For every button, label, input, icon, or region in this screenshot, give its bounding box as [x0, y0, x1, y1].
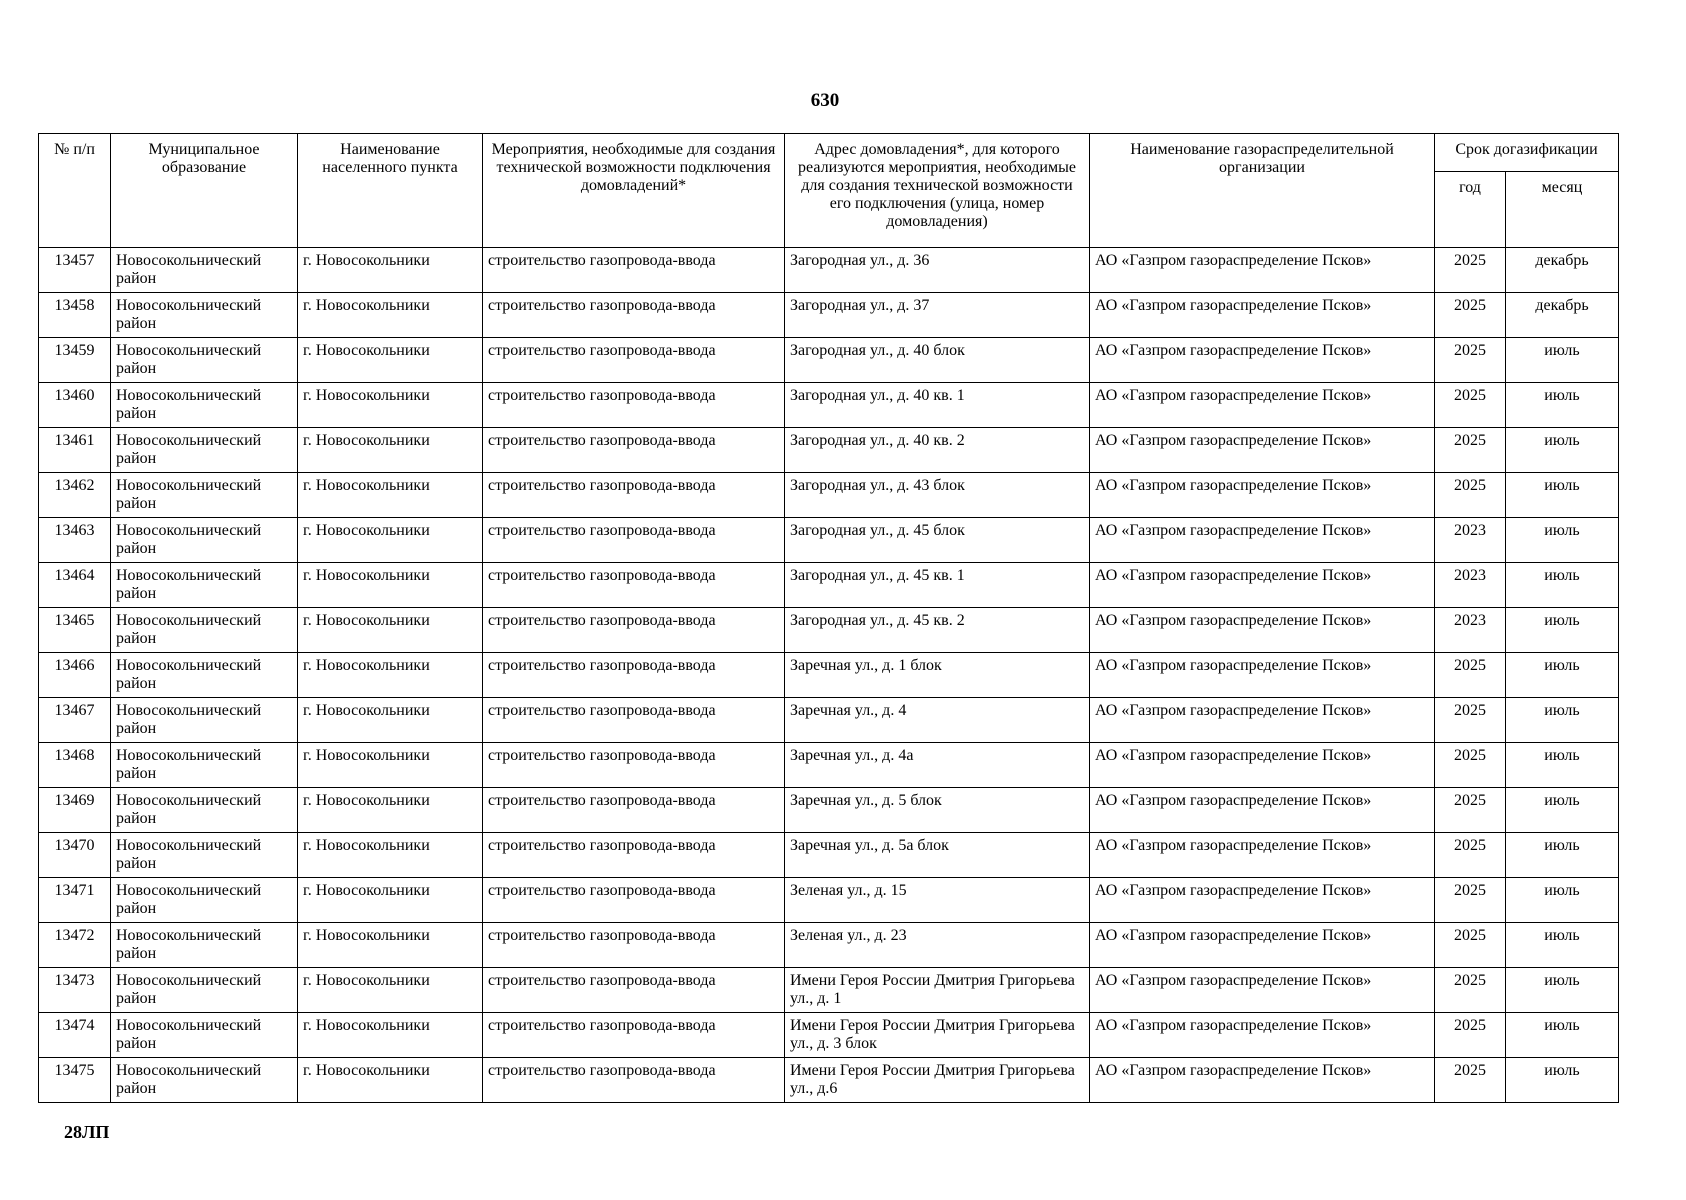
settlement-cell: г. Новосокольники — [298, 338, 483, 383]
settlement-cell: г. Новосокольники — [298, 833, 483, 878]
measure-cell: строительство газопровода-ввода — [483, 743, 785, 788]
year-cell: 2025 — [1435, 383, 1506, 428]
settlement-cell: г. Новосокольники — [298, 563, 483, 608]
table-row — [39, 698, 1619, 743]
municipality-cell: Новосокольнический район — [111, 698, 298, 743]
address-cell: Загородная ул., д. 40 кв. 2 — [785, 428, 1090, 473]
organization-cell: АО «Газпром газораспределение Псков» — [1090, 608, 1435, 653]
municipality-cell: Новосокольнический район — [111, 743, 298, 788]
address-cell: Заречная ул., д. 4а — [785, 743, 1090, 788]
month-cell: июль — [1506, 563, 1619, 608]
settlement-cell: г. Новосокольники — [298, 1058, 483, 1103]
month-cell: июль — [1506, 878, 1619, 923]
measure-cell: строительство газопровода-ввода — [483, 383, 785, 428]
row-number: 13468 — [39, 743, 111, 788]
organization-cell: АО «Газпром газораспределение Псков» — [1090, 743, 1435, 788]
year-cell: 2023 — [1435, 563, 1506, 608]
table-row — [39, 608, 1619, 653]
header-year: год — [1435, 172, 1506, 248]
header-municipality: Муниципальное образование — [111, 134, 298, 248]
row-number: 13470 — [39, 833, 111, 878]
settlement-cell: г. Новосокольники — [298, 923, 483, 968]
month-cell: декабрь — [1506, 293, 1619, 338]
table-row — [39, 338, 1619, 383]
row-number: 13467 — [39, 698, 111, 743]
year-cell: 2023 — [1435, 518, 1506, 563]
measure-cell: строительство газопровода-ввода — [483, 293, 785, 338]
month-cell: июль — [1506, 383, 1619, 428]
organization-cell: АО «Газпром газораспределение Псков» — [1090, 653, 1435, 698]
month-cell: июль — [1506, 338, 1619, 383]
month-cell: июль — [1506, 518, 1619, 563]
organization-cell: АО «Газпром газораспределение Псков» — [1090, 1058, 1435, 1103]
measure-cell: строительство газопровода-ввода — [483, 338, 785, 383]
measure-cell: строительство газопровода-ввода — [483, 518, 785, 563]
address-cell: Загородная ул., д. 45 кв. 1 — [785, 563, 1090, 608]
address-cell: Загородная ул., д. 36 — [785, 248, 1090, 293]
table-row — [39, 653, 1619, 698]
municipality-cell: Новосокольнический район — [111, 788, 298, 833]
header-month: месяц — [1506, 172, 1619, 248]
header-num: № п/п — [39, 134, 111, 248]
measure-cell: строительство газопровода-ввода — [483, 1013, 785, 1058]
table-row — [39, 788, 1619, 833]
settlement-cell: г. Новосокольники — [298, 788, 483, 833]
month-cell: июль — [1506, 788, 1619, 833]
year-cell: 2025 — [1435, 653, 1506, 698]
year-cell: 2025 — [1435, 1013, 1506, 1058]
address-cell: Загородная ул., д. 45 блок — [785, 518, 1090, 563]
municipality-cell: Новосокольнический район — [111, 923, 298, 968]
table-row — [39, 923, 1619, 968]
address-cell: Заречная ул., д. 5 блок — [785, 788, 1090, 833]
year-cell: 2025 — [1435, 833, 1506, 878]
row-number: 13471 — [39, 878, 111, 923]
row-number: 13457 — [39, 248, 111, 293]
organization-cell: АО «Газпром газораспределение Псков» — [1090, 473, 1435, 518]
table-row — [39, 293, 1619, 338]
table-row — [39, 743, 1619, 788]
year-cell: 2023 — [1435, 608, 1506, 653]
table-row — [39, 833, 1619, 878]
measure-cell: строительство газопровода-ввода — [483, 788, 785, 833]
header-address: Адрес домовладения*, для которого реализуются мероприятия, необходимые для создания технической возможности его подключения (улица, номер домовладения) — [785, 134, 1090, 248]
month-cell: июль — [1506, 1013, 1619, 1058]
address-cell: Заречная ул., д. 4 — [785, 698, 1090, 743]
organization-cell: АО «Газпром газораспределение Псков» — [1090, 923, 1435, 968]
municipality-cell: Новосокольнический район — [111, 653, 298, 698]
row-number: 13460 — [39, 383, 111, 428]
row-number: 13464 — [39, 563, 111, 608]
table-row — [39, 563, 1619, 608]
table-row — [39, 518, 1619, 563]
year-cell: 2025 — [1435, 923, 1506, 968]
table-row — [39, 428, 1619, 473]
month-cell: июль — [1506, 428, 1619, 473]
municipality-cell: Новосокольнический район — [111, 473, 298, 518]
settlement-cell: г. Новосокольники — [298, 428, 483, 473]
organization-cell: АО «Газпром газораспределение Псков» — [1090, 833, 1435, 878]
year-cell: 2025 — [1435, 698, 1506, 743]
organization-cell: АО «Газпром газораспределение Псков» — [1090, 698, 1435, 743]
address-cell: Имени Героя России Дмитрия Григорьева ул., д. 1 — [785, 968, 1090, 1013]
organization-cell: АО «Газпром газораспределение Псков» — [1090, 563, 1435, 608]
measure-cell: строительство газопровода-ввода — [483, 923, 785, 968]
settlement-cell: г. Новосокольники — [298, 968, 483, 1013]
year-cell: 2025 — [1435, 248, 1506, 293]
address-cell: Загородная ул., д. 40 блок — [785, 338, 1090, 383]
municipality-cell: Новосокольнический район — [111, 293, 298, 338]
address-cell: Зеленая ул., д. 15 — [785, 878, 1090, 923]
municipality-cell: Новосокольнический район — [111, 248, 298, 293]
table-row — [39, 473, 1619, 518]
header-measures: Мероприятия, необходимые для создания технической возможности подключения домовладений* — [483, 134, 785, 248]
year-cell: 2025 — [1435, 743, 1506, 788]
municipality-cell: Новосокольнический район — [111, 518, 298, 563]
header-term: Срок догазификации — [1435, 134, 1619, 172]
month-cell: июль — [1506, 743, 1619, 788]
year-cell: 2025 — [1435, 473, 1506, 518]
table-row — [39, 1058, 1619, 1103]
header-settlement: Наименование населенного пункта — [298, 134, 483, 248]
footer-code: 28ЛП — [64, 1122, 110, 1142]
table-row — [39, 248, 1619, 293]
address-cell: Заречная ул., д. 1 блок — [785, 653, 1090, 698]
municipality-cell: Новосокольнический район — [111, 1013, 298, 1058]
measure-cell: строительство газопровода-ввода — [483, 608, 785, 653]
organization-cell: АО «Газпром газораспределение Псков» — [1090, 248, 1435, 293]
municipality-cell: Новосокольнический район — [111, 878, 298, 923]
measure-cell: строительство газопровода-ввода — [483, 1058, 785, 1103]
measure-cell: строительство газопровода-ввода — [483, 248, 785, 293]
organization-cell: АО «Газпром газораспределение Псков» — [1090, 293, 1435, 338]
organization-cell: АО «Газпром газораспределение Псков» — [1090, 338, 1435, 383]
table-row — [39, 1013, 1619, 1058]
municipality-cell: Новосокольнический район — [111, 608, 298, 653]
settlement-cell: г. Новосокольники — [298, 878, 483, 923]
measure-cell: строительство газопровода-ввода — [483, 473, 785, 518]
address-cell: Загородная ул., д. 45 кв. 2 — [785, 608, 1090, 653]
page-number: 630 — [810, 90, 840, 111]
header-organization: Наименование газораспределительной организации — [1090, 134, 1435, 248]
municipality-cell: Новосокольнический район — [111, 563, 298, 608]
municipality-cell: Новосокольнический район — [111, 833, 298, 878]
settlement-cell: г. Новосокольники — [298, 473, 483, 518]
row-number: 13473 — [39, 968, 111, 1013]
row-number: 13461 — [39, 428, 111, 473]
table-row — [39, 968, 1619, 1013]
settlement-cell: г. Новосокольники — [298, 518, 483, 563]
year-cell: 2025 — [1435, 338, 1506, 383]
address-cell: Загородная ул., д. 40 кв. 1 — [785, 383, 1090, 428]
year-cell: 2025 — [1435, 1058, 1506, 1103]
month-cell: июль — [1506, 653, 1619, 698]
organization-cell: АО «Газпром газораспределение Псков» — [1090, 518, 1435, 563]
row-number: 13458 — [39, 293, 111, 338]
table-header — [39, 134, 1619, 248]
row-number: 13472 — [39, 923, 111, 968]
settlement-cell: г. Новосокольники — [298, 743, 483, 788]
measure-cell: строительство газопровода-ввода — [483, 878, 785, 923]
organization-cell: АО «Газпром газораспределение Псков» — [1090, 1013, 1435, 1058]
row-number: 13459 — [39, 338, 111, 383]
settlement-cell: г. Новосокольники — [298, 698, 483, 743]
municipality-cell: Новосокольнический район — [111, 428, 298, 473]
year-cell: 2025 — [1435, 428, 1506, 473]
settlement-cell: г. Новосокольники — [298, 383, 483, 428]
month-cell: июль — [1506, 473, 1619, 518]
settlement-cell: г. Новосокольники — [298, 248, 483, 293]
address-cell: Загородная ул., д. 37 — [785, 293, 1090, 338]
settlement-cell: г. Новосокольники — [298, 653, 483, 698]
row-number: 13475 — [39, 1058, 111, 1103]
organization-cell: АО «Газпром газораспределение Псков» — [1090, 788, 1435, 833]
month-cell: декабрь — [1506, 248, 1619, 293]
year-cell: 2025 — [1435, 293, 1506, 338]
row-number: 13462 — [39, 473, 111, 518]
month-cell: июль — [1506, 833, 1619, 878]
month-cell: июль — [1506, 968, 1619, 1013]
month-cell: июль — [1506, 1058, 1619, 1103]
table-row — [39, 383, 1619, 428]
row-number: 13469 — [39, 788, 111, 833]
year-cell: 2025 — [1435, 968, 1506, 1013]
measure-cell: строительство газопровода-ввода — [483, 698, 785, 743]
gasification-table — [38, 133, 1619, 1103]
address-cell: Загородная ул., д. 43 блок — [785, 473, 1090, 518]
table-body — [39, 248, 1619, 1103]
measure-cell: строительство газопровода-ввода — [483, 653, 785, 698]
address-cell: Имени Героя России Дмитрия Григорьева ул., д.6 — [785, 1058, 1090, 1103]
organization-cell: АО «Газпром газораспределение Псков» — [1090, 428, 1435, 473]
municipality-cell: Новосокольнический район — [111, 968, 298, 1013]
settlement-cell: г. Новосокольники — [298, 293, 483, 338]
row-number: 13463 — [39, 518, 111, 563]
organization-cell: АО «Газпром газораспределение Псков» — [1090, 878, 1435, 923]
row-number: 13466 — [39, 653, 111, 698]
table-row — [39, 878, 1619, 923]
address-cell: Зеленая ул., д. 23 — [785, 923, 1090, 968]
organization-cell: АО «Газпром газораспределение Псков» — [1090, 968, 1435, 1013]
month-cell: июль — [1506, 923, 1619, 968]
address-cell: Имени Героя России Дмитрия Григорьева ул., д. 3 блок — [785, 1013, 1090, 1058]
row-number: 13465 — [39, 608, 111, 653]
month-cell: июль — [1506, 698, 1619, 743]
municipality-cell: Новосокольнический район — [111, 1058, 298, 1103]
row-number: 13474 — [39, 1013, 111, 1058]
month-cell: июль — [1506, 608, 1619, 653]
measure-cell: строительство газопровода-ввода — [483, 428, 785, 473]
municipality-cell: Новосокольнический район — [111, 383, 298, 428]
year-cell: 2025 — [1435, 788, 1506, 833]
settlement-cell: г. Новосокольники — [298, 1013, 483, 1058]
organization-cell: АО «Газпром газораспределение Псков» — [1090, 383, 1435, 428]
measure-cell: строительство газопровода-ввода — [483, 563, 785, 608]
measure-cell: строительство газопровода-ввода — [483, 968, 785, 1013]
year-cell: 2025 — [1435, 878, 1506, 923]
settlement-cell: г. Новосокольники — [298, 608, 483, 653]
municipality-cell: Новосокольнический район — [111, 338, 298, 383]
measure-cell: строительство газопровода-ввода — [483, 833, 785, 878]
address-cell: Заречная ул., д. 5а блок — [785, 833, 1090, 878]
